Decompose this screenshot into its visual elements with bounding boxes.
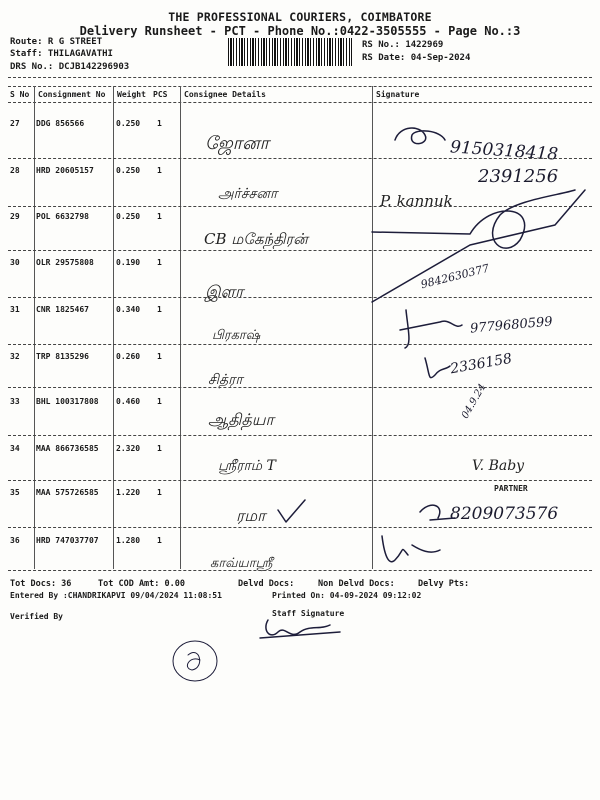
row-consignment: HRD 20605157 — [36, 166, 94, 175]
row-sno: 36 — [10, 536, 20, 545]
phone-handwriting: 8209073576 — [450, 504, 559, 524]
non-delivered-docs: Non Delvd Docs: — [318, 579, 395, 589]
date-handwriting: 04.9.24 — [459, 382, 489, 421]
printed-on: Printed On: 04-09-2024 09:12:02 — [272, 591, 422, 600]
signature-scribble — [372, 190, 575, 248]
staff-label: Staff: THILAGAVATHI — [10, 49, 113, 59]
row-sno: 27 — [10, 119, 20, 128]
delivered-docs: Delvd Docs: — [238, 579, 295, 589]
phone-handwriting: 2391256 — [478, 166, 559, 187]
signature-scribble — [420, 505, 455, 520]
signature-scribble — [372, 190, 585, 302]
total-cod: Tot COD Amt: 0.00 — [98, 579, 185, 589]
row-consignment: CNR 1825467 — [36, 305, 89, 314]
consignee-handwriting: சித்ரா — [208, 372, 243, 388]
row-consignment: DDG 856566 — [36, 119, 85, 128]
row-consignment: MAA 575726585 — [36, 488, 99, 497]
row-pcs: 1 — [157, 488, 162, 497]
row-weight: 0.190 — [116, 258, 141, 267]
row-pcs: 1 — [157, 536, 162, 545]
consignee-handwriting: CB மகேந்திரன் — [204, 230, 308, 248]
col-consignment: Consignment No — [38, 90, 106, 99]
signature-scribble — [400, 310, 462, 348]
row-sno: 35 — [10, 488, 20, 497]
rs-number: RS No.: 1422969 — [362, 40, 444, 50]
consignee-handwriting: பிரகாஷ் — [212, 328, 261, 343]
row-sno: 34 — [10, 444, 20, 453]
signature-scribble — [425, 358, 450, 378]
signature-text: V. Baby — [472, 458, 525, 474]
row-sno: 28 — [10, 166, 20, 175]
phone-handwriting: 9779680599 — [469, 314, 554, 337]
row-pcs: 1 — [157, 352, 162, 361]
consignee-handwriting: ஜோனா — [205, 133, 270, 154]
company-title: THE PROFESSIONAL COURIERS, COIMBATORE — [168, 10, 432, 24]
circled-number — [187, 652, 200, 670]
entered-by: Entered By :CHANDRIKAPVI 09/04/2024 11:08:51 — [10, 591, 222, 600]
verified-by: Verified By — [10, 612, 63, 621]
phone-handwriting: 9150318418 — [449, 137, 559, 165]
total-docs: Tot Docs: 36 — [10, 579, 72, 589]
row-weight: 1.280 — [116, 536, 141, 545]
row-pcs: 1 — [157, 258, 162, 267]
signature-scribble — [395, 128, 445, 144]
consignee-handwriting: இளா — [205, 282, 244, 301]
row-sno: 31 — [10, 305, 20, 314]
row-weight: 0.250 — [116, 166, 141, 175]
consignee-handwriting: ரமா — [236, 506, 266, 525]
staff-signature-label: Staff Signature — [272, 609, 345, 618]
row-weight: 0.250 — [116, 119, 141, 128]
row-consignment: MAA 866736585 — [36, 444, 99, 453]
consignee-handwriting: ஆதித்யா — [208, 410, 274, 429]
row-consignment: OLR 29575808 — [36, 258, 94, 267]
row-pcs: 1 — [157, 166, 162, 175]
phone-handwriting: 9842630377 — [419, 261, 491, 292]
row-pcs: 1 — [157, 305, 162, 314]
row-sno: 30 — [10, 258, 20, 267]
row-pcs: 1 — [157, 397, 162, 406]
partner-stamp: PARTNER — [494, 484, 528, 493]
row-weight: 0.260 — [116, 352, 141, 361]
col-pcs: PCS — [153, 90, 168, 99]
tick-mark — [278, 500, 305, 522]
circled-number — [173, 641, 217, 681]
row-weight: 0.460 — [116, 397, 141, 406]
signature-scribble — [382, 536, 440, 562]
row-weight: 2.320 — [116, 444, 141, 453]
col-sno: S No — [10, 90, 30, 99]
consignee-handwriting: அர்ச்சனா — [218, 186, 278, 202]
row-sno: 33 — [10, 397, 20, 406]
phone-handwriting: 2336158 — [449, 350, 514, 378]
col-consignee: Consignee Details — [184, 90, 266, 99]
delivery-points: Delvy Pts: — [418, 579, 470, 589]
signature-text: P. kannuk — [380, 192, 453, 210]
row-sno: 32 — [10, 352, 20, 361]
row-pcs: 1 — [157, 444, 162, 453]
row-pcs: 1 — [157, 212, 162, 221]
row-consignment: POL 6632798 — [36, 212, 89, 221]
row-consignment: HRD 747037707 — [36, 536, 99, 545]
staff-signature-scribble — [266, 620, 330, 635]
col-signature: Signature — [376, 90, 420, 99]
row-consignment: TRP 8135296 — [36, 352, 89, 361]
row-consignment: BHL 100317808 — [36, 397, 99, 406]
row-weight: 0.250 — [116, 212, 141, 221]
runsheet-title: Delivery Runsheet - PCT - Phone No.:0422-3505555 - Page No.:3 — [79, 24, 521, 38]
route-label: Route: R G STREET — [10, 37, 103, 47]
drs-number: DRS No.: DCJB142296903 — [10, 62, 130, 72]
consignee-handwriting: ஸ்ரீராம் T — [218, 458, 276, 474]
consignee-handwriting: காவ்யாஸ்ரீ — [210, 556, 273, 571]
row-weight: 1.220 — [116, 488, 141, 497]
col-weight: Weight — [117, 90, 146, 99]
row-pcs: 1 — [157, 119, 162, 128]
row-weight: 0.340 — [116, 305, 141, 314]
row-sno: 29 — [10, 212, 20, 221]
rs-date: RS Date: 04-Sep-2024 — [362, 53, 471, 63]
